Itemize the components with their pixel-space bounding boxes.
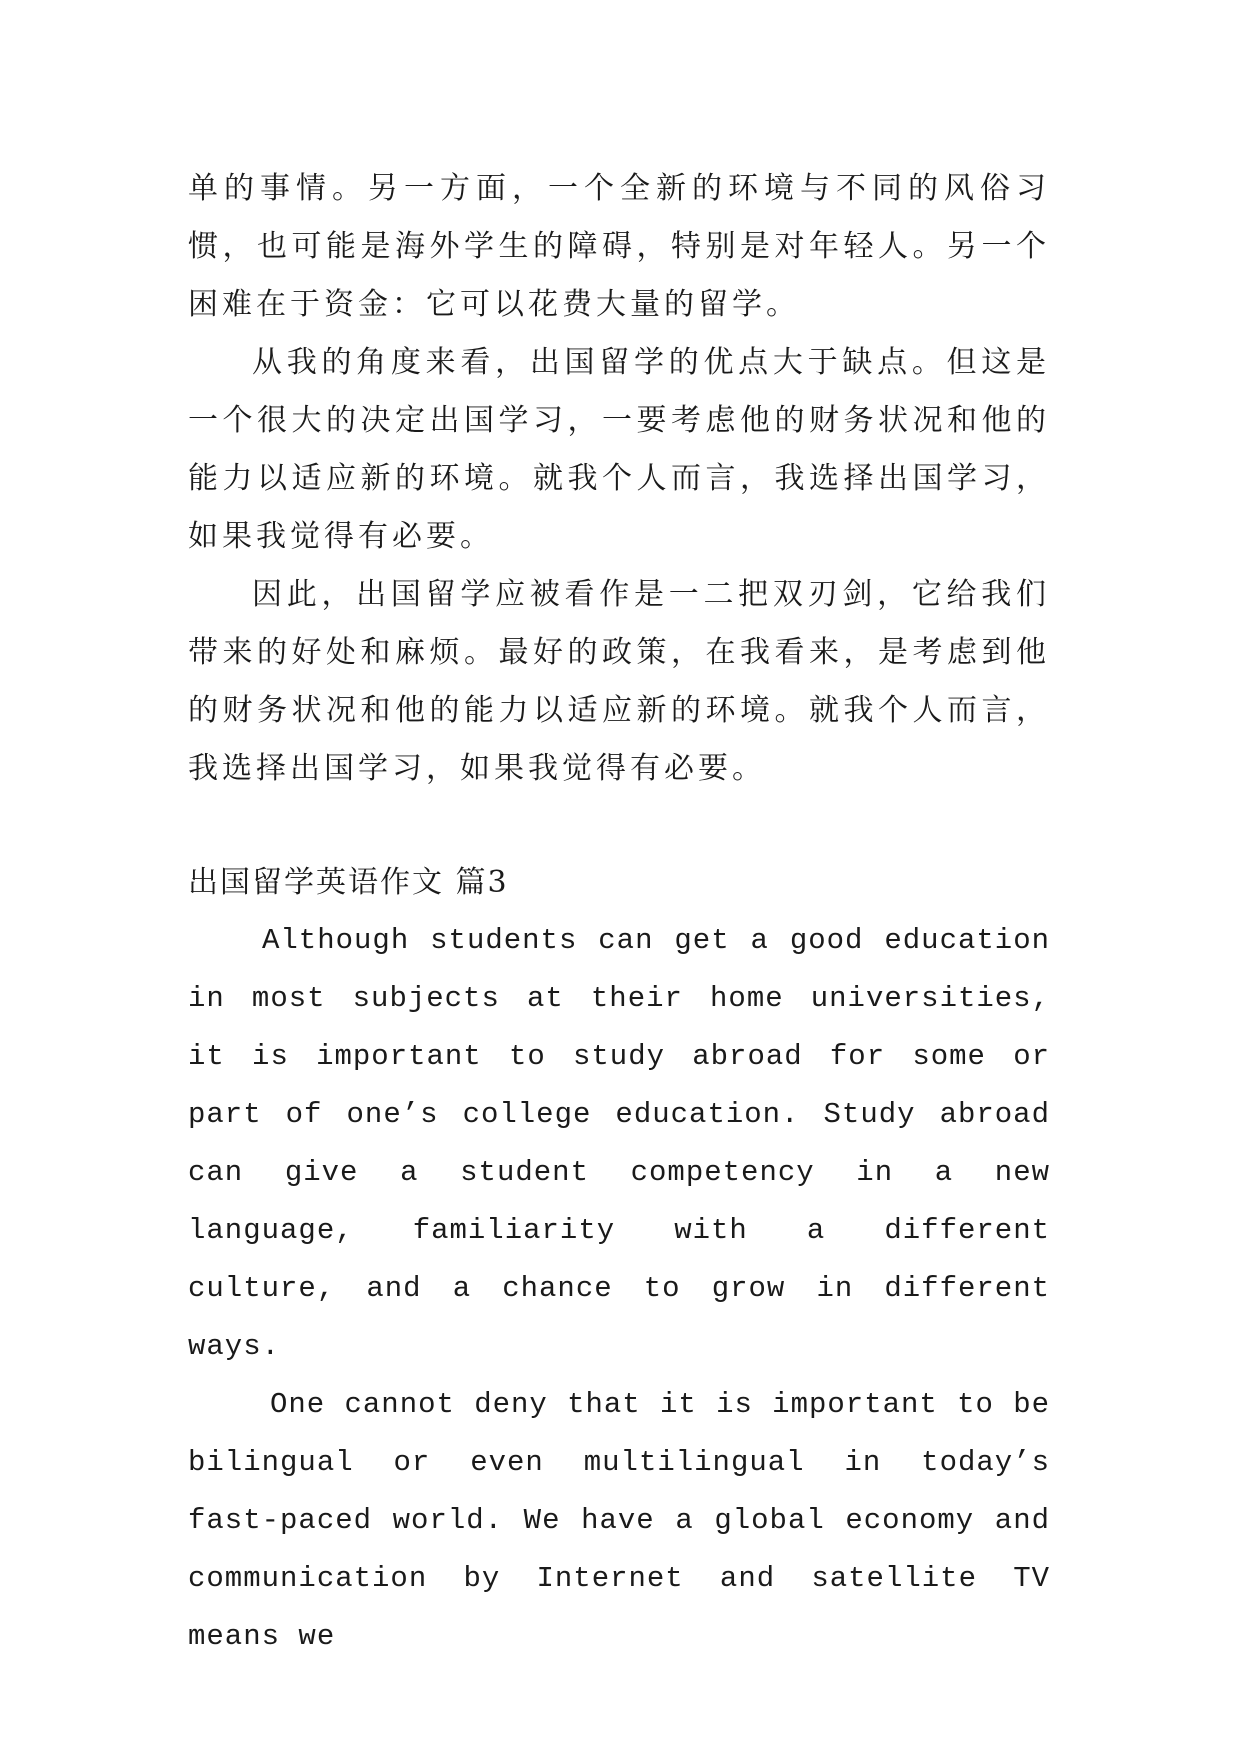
section-heading: 出国留学英语作文 篇3 xyxy=(188,865,509,900)
paragraph-en-1: Although students can get a good education in most subjects at their home universities, it is important to study abroad for some or part of one’s college education. Study abroad can give a student competency in a new language, familiarity with a different culture, and a chance to grow in different ways. xyxy=(188,924,1050,1363)
paragraph-cn-1: 单的事情。另一方面，一个全新的环境与不同的风俗习惯，也可能是海外学生的障碍，特别是对年轻人。另一个困难在于资金：它可以花费大量的留学。 xyxy=(188,171,1050,322)
paragraph-en-2: One cannot deny that it is important to be bilingual or even multilingual in today’s fast-paced world. We have a global economy and communication by Internet and satellite TV means we xyxy=(188,1388,1050,1653)
document-body xyxy=(188,160,1050,1666)
paragraph-cn-3: 因此，出国留学应被看作是一二把双刃剑，它给我们带来的好处和麻烦。最好的政策，在我看来，是考虑到他的财务状况和他的能力以适应新的环境。就我个人而言，我选择出国学习，如果我觉得有必要。 xyxy=(188,577,1050,786)
paragraph-cn-2: 从我的角度来看，出国留学的优点大于缺点。但这是一个很大的决定出国学习，一要考虑他的财务状况和他的能力以适应新的环境。就我个人而言，我选择出国学习，如果我觉得有必要。 xyxy=(188,345,1050,554)
